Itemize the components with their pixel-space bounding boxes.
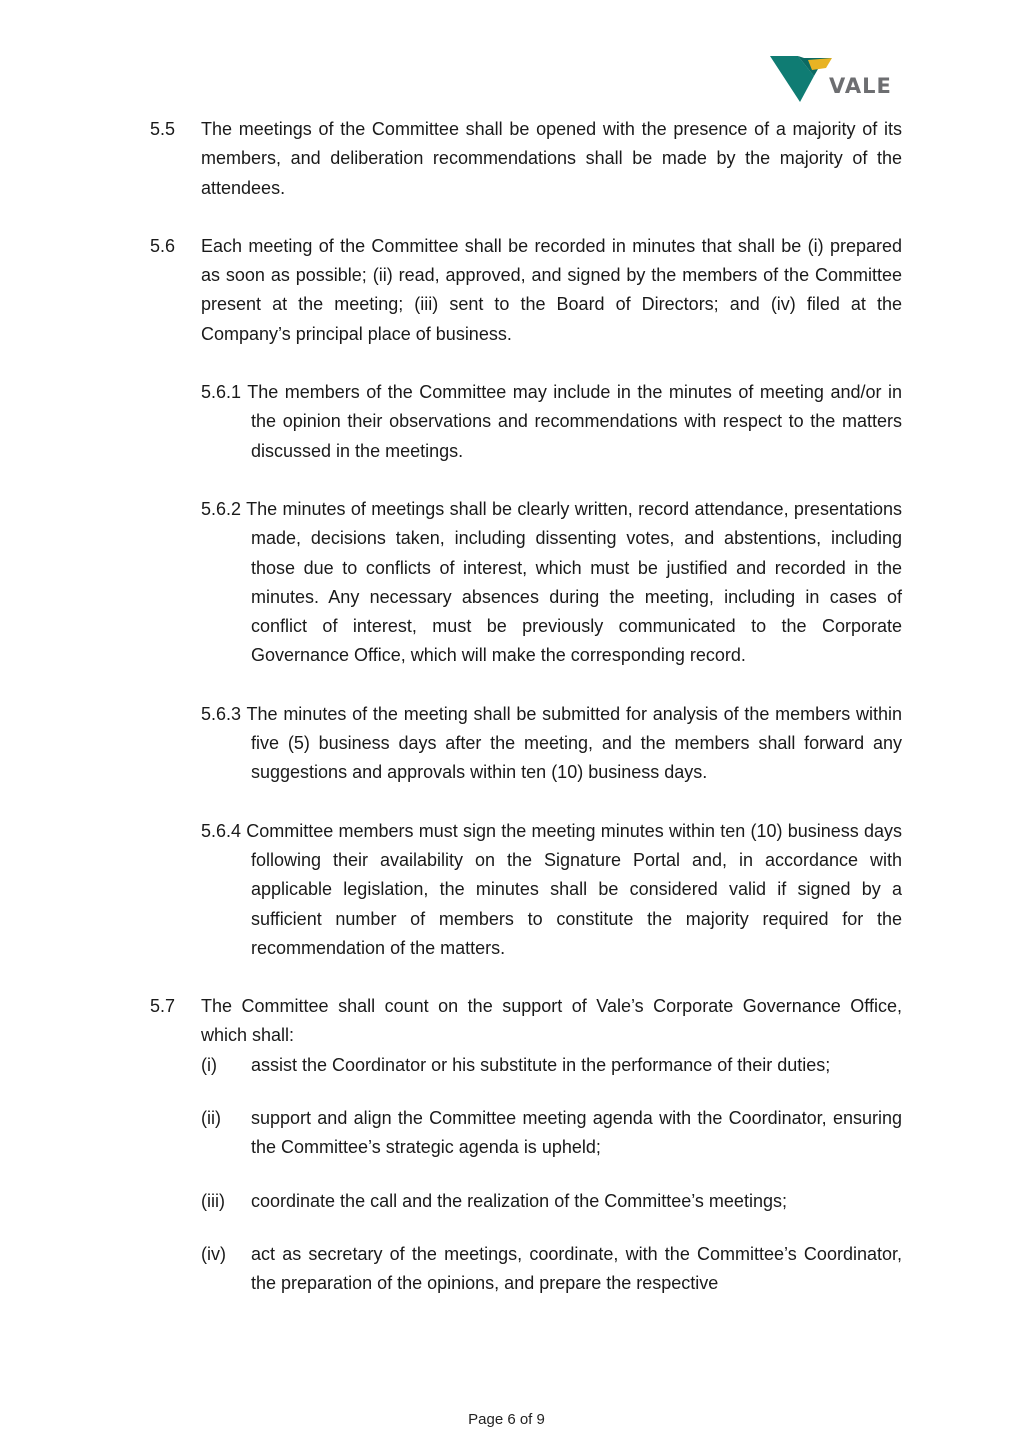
section-text: Each meeting of the Committee shall be recorded in minutes that shall be (i) prepared as soon as possible; (ii) read, approved, and signed by the members of the Committee present at the meeting; (iii) sent to the Board of Directors; and (iv) filed at the Company’s principal place of business. bbox=[201, 235, 902, 344]
section-text: The meetings of the Committee shall be opened with the presence of a majority of its members, and deliberation recommendations shall be made by the majority of the attendees. bbox=[201, 119, 902, 198]
logo-text: VALE bbox=[829, 74, 892, 98]
vale-logo bbox=[770, 52, 890, 104]
vale-logo-mark-icon bbox=[770, 54, 832, 102]
list-item bbox=[201, 1187, 902, 1216]
section-number: 5.6.4 bbox=[201, 820, 242, 841]
list-item bbox=[201, 1240, 902, 1299]
section-5-6-2 bbox=[201, 495, 902, 671]
document-body bbox=[150, 115, 902, 1299]
list-item-number: (iii) bbox=[201, 1190, 225, 1211]
page-footer bbox=[0, 1411, 1013, 1428]
list-item-text: assist the Coordinator or his substitute in the performance of their duties; bbox=[251, 1054, 831, 1075]
section-5-6-4 bbox=[201, 817, 902, 963]
list-item-number: (i) bbox=[201, 1054, 217, 1075]
section-text: The members of the Committee may include in the minutes of meeting and/or in the opinion their observations and recommendations with respect to the matters discussed in the meetings. bbox=[247, 382, 902, 461]
section-number: 5.6.3 bbox=[201, 703, 242, 724]
section-5-7 bbox=[150, 992, 902, 1051]
page-number: Page 6 of 9 bbox=[468, 1411, 545, 1428]
list-item-text: coordinate the call and the realization of the Committee’s meetings; bbox=[251, 1190, 787, 1211]
section-5-6-1 bbox=[201, 378, 902, 466]
section-number: 5.7 bbox=[150, 996, 176, 1017]
list-item-text: support and align the Committee meeting agenda with the Coordinator, ensuring the Committee’s strategic agenda is upheld; bbox=[251, 1108, 902, 1158]
section-number: 5.6 bbox=[150, 235, 176, 256]
section-text: The Committee shall count on the support of Vale’s Corporate Governance Office, which shall: bbox=[201, 996, 902, 1046]
section-5-5 bbox=[150, 115, 902, 203]
section-5-6 bbox=[150, 232, 902, 349]
list-item-text: act as secretary of the meetings, coordinate, with the Committee’s Coordinator, the preparation of the opinions, and prepare the respective bbox=[251, 1243, 902, 1294]
section-text: The minutes of meetings shall be clearly written, record attendance, presentations made, decisions taken, including dissenting votes, and abstentions, including those due to conflicts of interest, which must be justified and recorded in the minutes. Any necessary absences during the meeting, including in cases of conflict of interest, must be previously communicated to the Corporate Governance Office, which will make the corresponding record. bbox=[246, 498, 903, 666]
section-text: The minutes of the meeting shall be submitted for analysis of the members within five (5) business days after the meeting, and the members shall forward any suggestions and approvals within ten (10) business days. bbox=[246, 703, 902, 783]
section-5-6-3 bbox=[201, 700, 902, 788]
section-number: 5.6.1 bbox=[201, 382, 242, 403]
section-number: 5.5 bbox=[150, 119, 176, 139]
list-item-number: (ii) bbox=[201, 1108, 221, 1129]
section-text: Committee members must sign the meeting minutes within ten (10) business days following their availability on the Signature Portal and, in accordance with applicable legislation, the minutes shall be considered valid if signed by a sufficient number of members to constitute the majority required for the recommendation of the matters. bbox=[246, 820, 902, 958]
list-item bbox=[201, 1104, 902, 1163]
list-item-number: (iv) bbox=[201, 1243, 226, 1264]
section-5-7-list bbox=[201, 1051, 902, 1299]
list-item bbox=[201, 1051, 902, 1080]
section-number: 5.6.2 bbox=[201, 498, 242, 519]
